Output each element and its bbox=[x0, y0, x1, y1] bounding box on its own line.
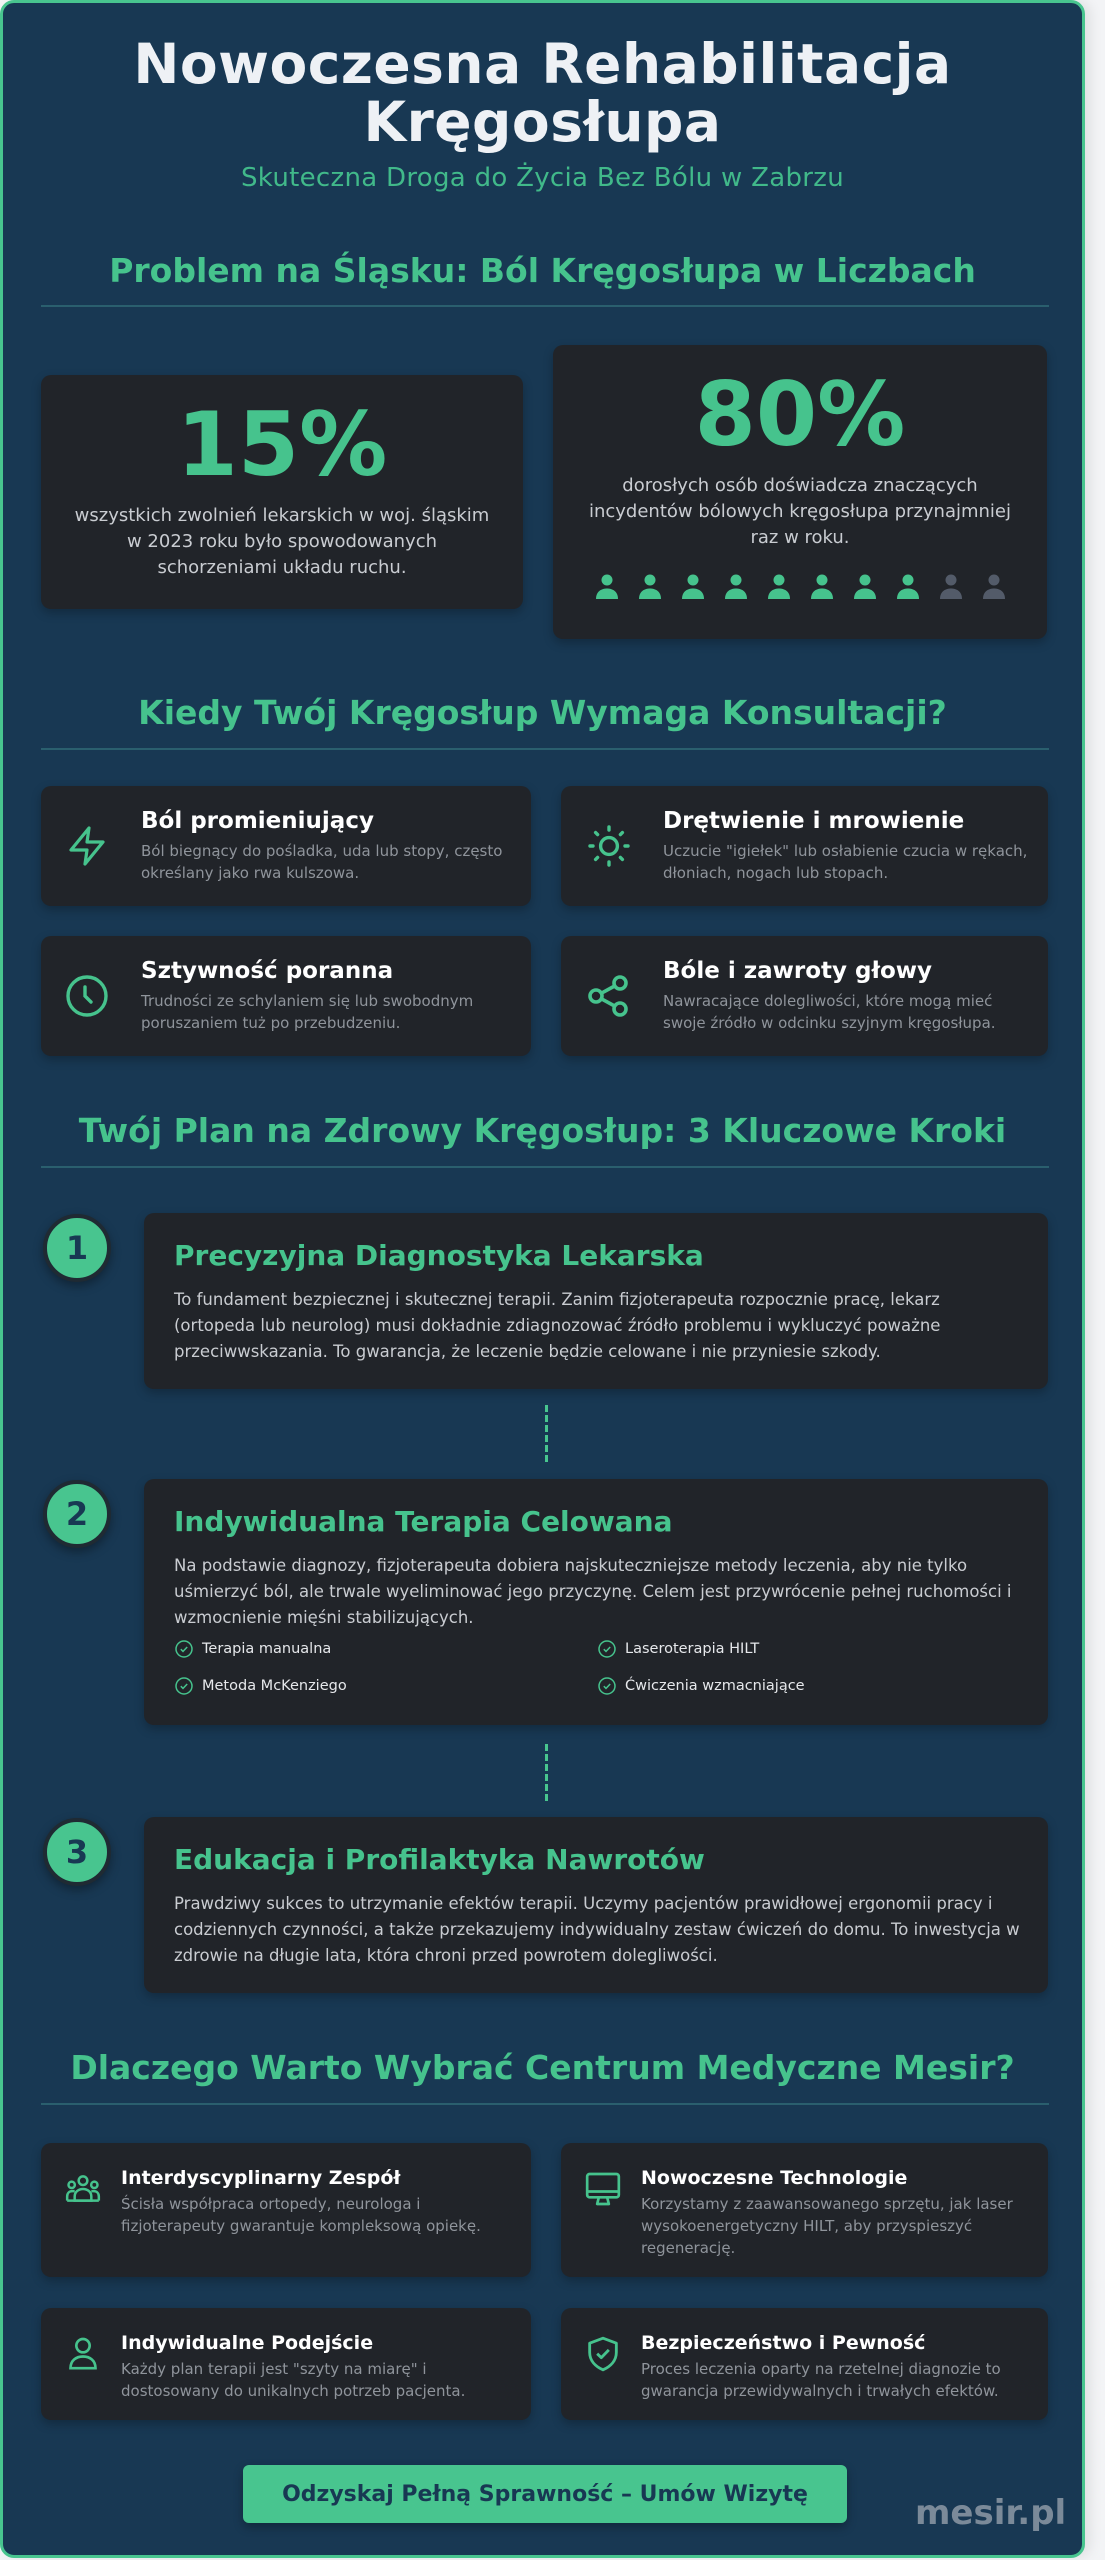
user-icon bbox=[63, 2334, 103, 2374]
check-circle-icon bbox=[174, 1676, 194, 1696]
symptom-card-radiating-pain bbox=[41, 786, 531, 906]
why-section-title: Dlaczego Warto Wybrać Centrum Medyczne Mesir? bbox=[70, 2048, 1015, 2087]
monitor-icon bbox=[583, 2169, 623, 2209]
why-title: Nowoczesne Technologie bbox=[641, 2167, 908, 2189]
symptom-description: Ból biegnący do pośladka, uda lub stopy, często określany jako rwa kulszowa. bbox=[141, 842, 503, 882]
why-title: Interdyscyplinarny Zespół bbox=[121, 2167, 401, 2189]
symptom-description: Uczucie "igiełek" lub osłabienie czucia w rękach, dłoniach, nogach lub stopach. bbox=[663, 842, 1028, 882]
person-icon-highlighted bbox=[679, 573, 707, 601]
page-subtitle: Skuteczna Droga do Życia Bez Bólu w Zabrzu bbox=[240, 163, 845, 193]
section-divider bbox=[41, 305, 1049, 307]
page-title bbox=[3, 32, 1082, 154]
stat-card-80 bbox=[553, 345, 1047, 639]
why-description: Każdy plan terapii jest "szyty na miarę" i dostosowany do unikalnych potrzeb pacjenta. bbox=[121, 2360, 466, 2400]
step-number-1: 1 bbox=[43, 1214, 111, 1282]
step-body: To fundament bezpiecznej i skutecznej terapii. Zanim fizjoterapeuta rozpocznie pracę, lekarz (ortopeda lub neurolog) musi dokładnie zdiagnozować źródło problemu i wykluczyć poważne przeciwwskazania. To gwarancja, że leczenie będzie celowane i nie przyniesie szkody. bbox=[174, 1290, 941, 1361]
person-icon-highlighted bbox=[722, 573, 750, 601]
symptoms-section-title: Kiedy Twój Kręgosłup Wymaga Konsultacji? bbox=[138, 693, 947, 732]
clock-icon bbox=[63, 972, 111, 1020]
person-icon-inactive bbox=[937, 573, 965, 601]
section-divider bbox=[41, 748, 1049, 750]
step-number-2: 2 bbox=[43, 1480, 111, 1548]
step-body: Na podstawie diagnozy, fizjoterapeuta dobiera najskuteczniejsze metody leczenia, aby nie tylko uśmierzyć ból, ale trwale wyeliminować jego przyczynę. Celem jest przywrócenie pełnej ruchomości i wzmocnienie mięśni stabilizujących. bbox=[174, 1556, 1012, 1627]
lightning-icon bbox=[63, 822, 111, 870]
people-pictogram bbox=[553, 573, 1047, 601]
step-title: Edukacja i Profilaktyka Nawrotów bbox=[174, 1843, 705, 1876]
symptom-title: Ból promieniujący bbox=[141, 808, 374, 834]
share-icon bbox=[585, 972, 633, 1020]
title-line-2: Kręgosłupa bbox=[363, 90, 722, 154]
step-connector bbox=[545, 1405, 548, 1463]
title-line-1: Nowoczesna Rehabilitacja bbox=[133, 32, 952, 96]
step-title: Indywidualna Terapia Celowana bbox=[174, 1505, 673, 1538]
method-item bbox=[174, 1639, 597, 1659]
step-card-2 bbox=[144, 1479, 1048, 1725]
person-icon-highlighted bbox=[765, 573, 793, 601]
team-icon bbox=[63, 2169, 103, 2209]
method-label: Ćwiczenia wzmacniające bbox=[625, 1678, 805, 1694]
symptom-card-morning-stiffness bbox=[41, 936, 531, 1056]
person-icon-inactive bbox=[980, 573, 1008, 601]
symptom-card-headaches bbox=[561, 936, 1048, 1056]
stat-value: 80% bbox=[694, 363, 906, 466]
why-description: Ścisła współpraca ortopedy, neurologa i fizjoterapeuty gwarantuje kompleksową opiekę. bbox=[121, 2195, 481, 2235]
method-item bbox=[174, 1676, 597, 1696]
method-label: Terapia manualna bbox=[202, 1641, 332, 1657]
why-card-individual bbox=[41, 2308, 531, 2420]
section-divider bbox=[41, 2103, 1049, 2105]
person-icon-highlighted bbox=[593, 573, 621, 601]
shield-check-icon bbox=[583, 2334, 623, 2374]
why-description: Korzystamy z zaawansowanego sprzętu, jak laser wysokoenergetyczny HILT, aby przyspieszyć regenerację. bbox=[641, 2195, 1013, 2257]
symptom-description: Nawracające dolegliwości, które mogą mieć swoje źródło w odcinku szyjnym kręgosłupa. bbox=[663, 992, 996, 1032]
method-label: Metoda McKenziego bbox=[202, 1678, 347, 1694]
why-card-safety bbox=[561, 2308, 1048, 2420]
person-icon-highlighted bbox=[851, 573, 879, 601]
stats-section-title: Problem na Śląsku: Ból Kręgosłupa w Liczbach bbox=[109, 251, 976, 290]
stat-description: wszystkich zwolnień lekarskich w woj. śląskim w 2023 roku było spowodowanych schorzeniami układu ruchu. bbox=[74, 505, 490, 578]
why-card-team bbox=[41, 2143, 531, 2277]
person-icon-highlighted bbox=[808, 573, 836, 601]
check-circle-icon bbox=[597, 1676, 617, 1696]
check-circle-icon bbox=[174, 1639, 194, 1659]
brand-logo-text: mesir.pl bbox=[915, 2493, 1067, 2533]
stat-card-15 bbox=[41, 375, 523, 609]
step-card-3 bbox=[144, 1817, 1048, 1993]
why-card-technology bbox=[561, 2143, 1048, 2277]
symptom-title: Drętwienie i mrowienie bbox=[663, 808, 965, 834]
step-title: Precyzyjna Diagnostyka Lekarska bbox=[174, 1239, 704, 1272]
step-connector bbox=[545, 1744, 548, 1802]
stat-value: 15% bbox=[176, 393, 388, 496]
section-divider bbox=[41, 1166, 1049, 1168]
plan-section-title: Twój Plan na Zdrowy Kręgosłup: 3 Kluczowe Kroki bbox=[78, 1111, 1007, 1150]
symptom-card-numbness bbox=[561, 786, 1048, 906]
symptom-title: Bóle i zawroty głowy bbox=[663, 958, 933, 984]
method-list bbox=[174, 1639, 1020, 1696]
step-number-3: 3 bbox=[43, 1818, 111, 1886]
check-circle-icon bbox=[597, 1639, 617, 1659]
symptom-description: Trudności ze schylaniem się lub swobodnym poruszaniem tuż po przebudzeniu. bbox=[141, 992, 474, 1032]
why-title: Indywidualne Podejście bbox=[121, 2332, 374, 2354]
method-item bbox=[597, 1676, 1020, 1696]
method-item bbox=[597, 1639, 1020, 1659]
book-visit-button[interactable]: Odzyskaj Pełną Sprawność – Umów Wizytę bbox=[243, 2465, 847, 2523]
person-icon-highlighted bbox=[636, 573, 664, 601]
method-label: Laseroterapia HILT bbox=[625, 1641, 760, 1657]
symptom-title: Sztywność poranna bbox=[141, 958, 394, 984]
why-title: Bezpieczeństwo i Pewność bbox=[641, 2332, 926, 2354]
step-body: Prawdziwy sukces to utrzymanie efektów terapii. Uczymy pacjentów prawidłowej ergonomii pracy i codziennych czynności, a także przekazujemy indywidualny zestaw ćwiczeń do domu. To inwestycja w zdrowie na długie lata, która chroni przed powrotem dolegliwości. bbox=[174, 1894, 1020, 1965]
sun-icon bbox=[585, 822, 633, 870]
stat-description: dorosłych osób doświadcza znaczących incydentów bólowych kręgosłupa przynajmniej raz w roku. bbox=[588, 475, 1012, 548]
person-icon-highlighted bbox=[894, 573, 922, 601]
why-description: Proces leczenia oparty na rzetelnej diagnozie to gwarancja przewidywalnych i trwałych efektów. bbox=[641, 2360, 1001, 2400]
step-card-1 bbox=[144, 1213, 1048, 1389]
